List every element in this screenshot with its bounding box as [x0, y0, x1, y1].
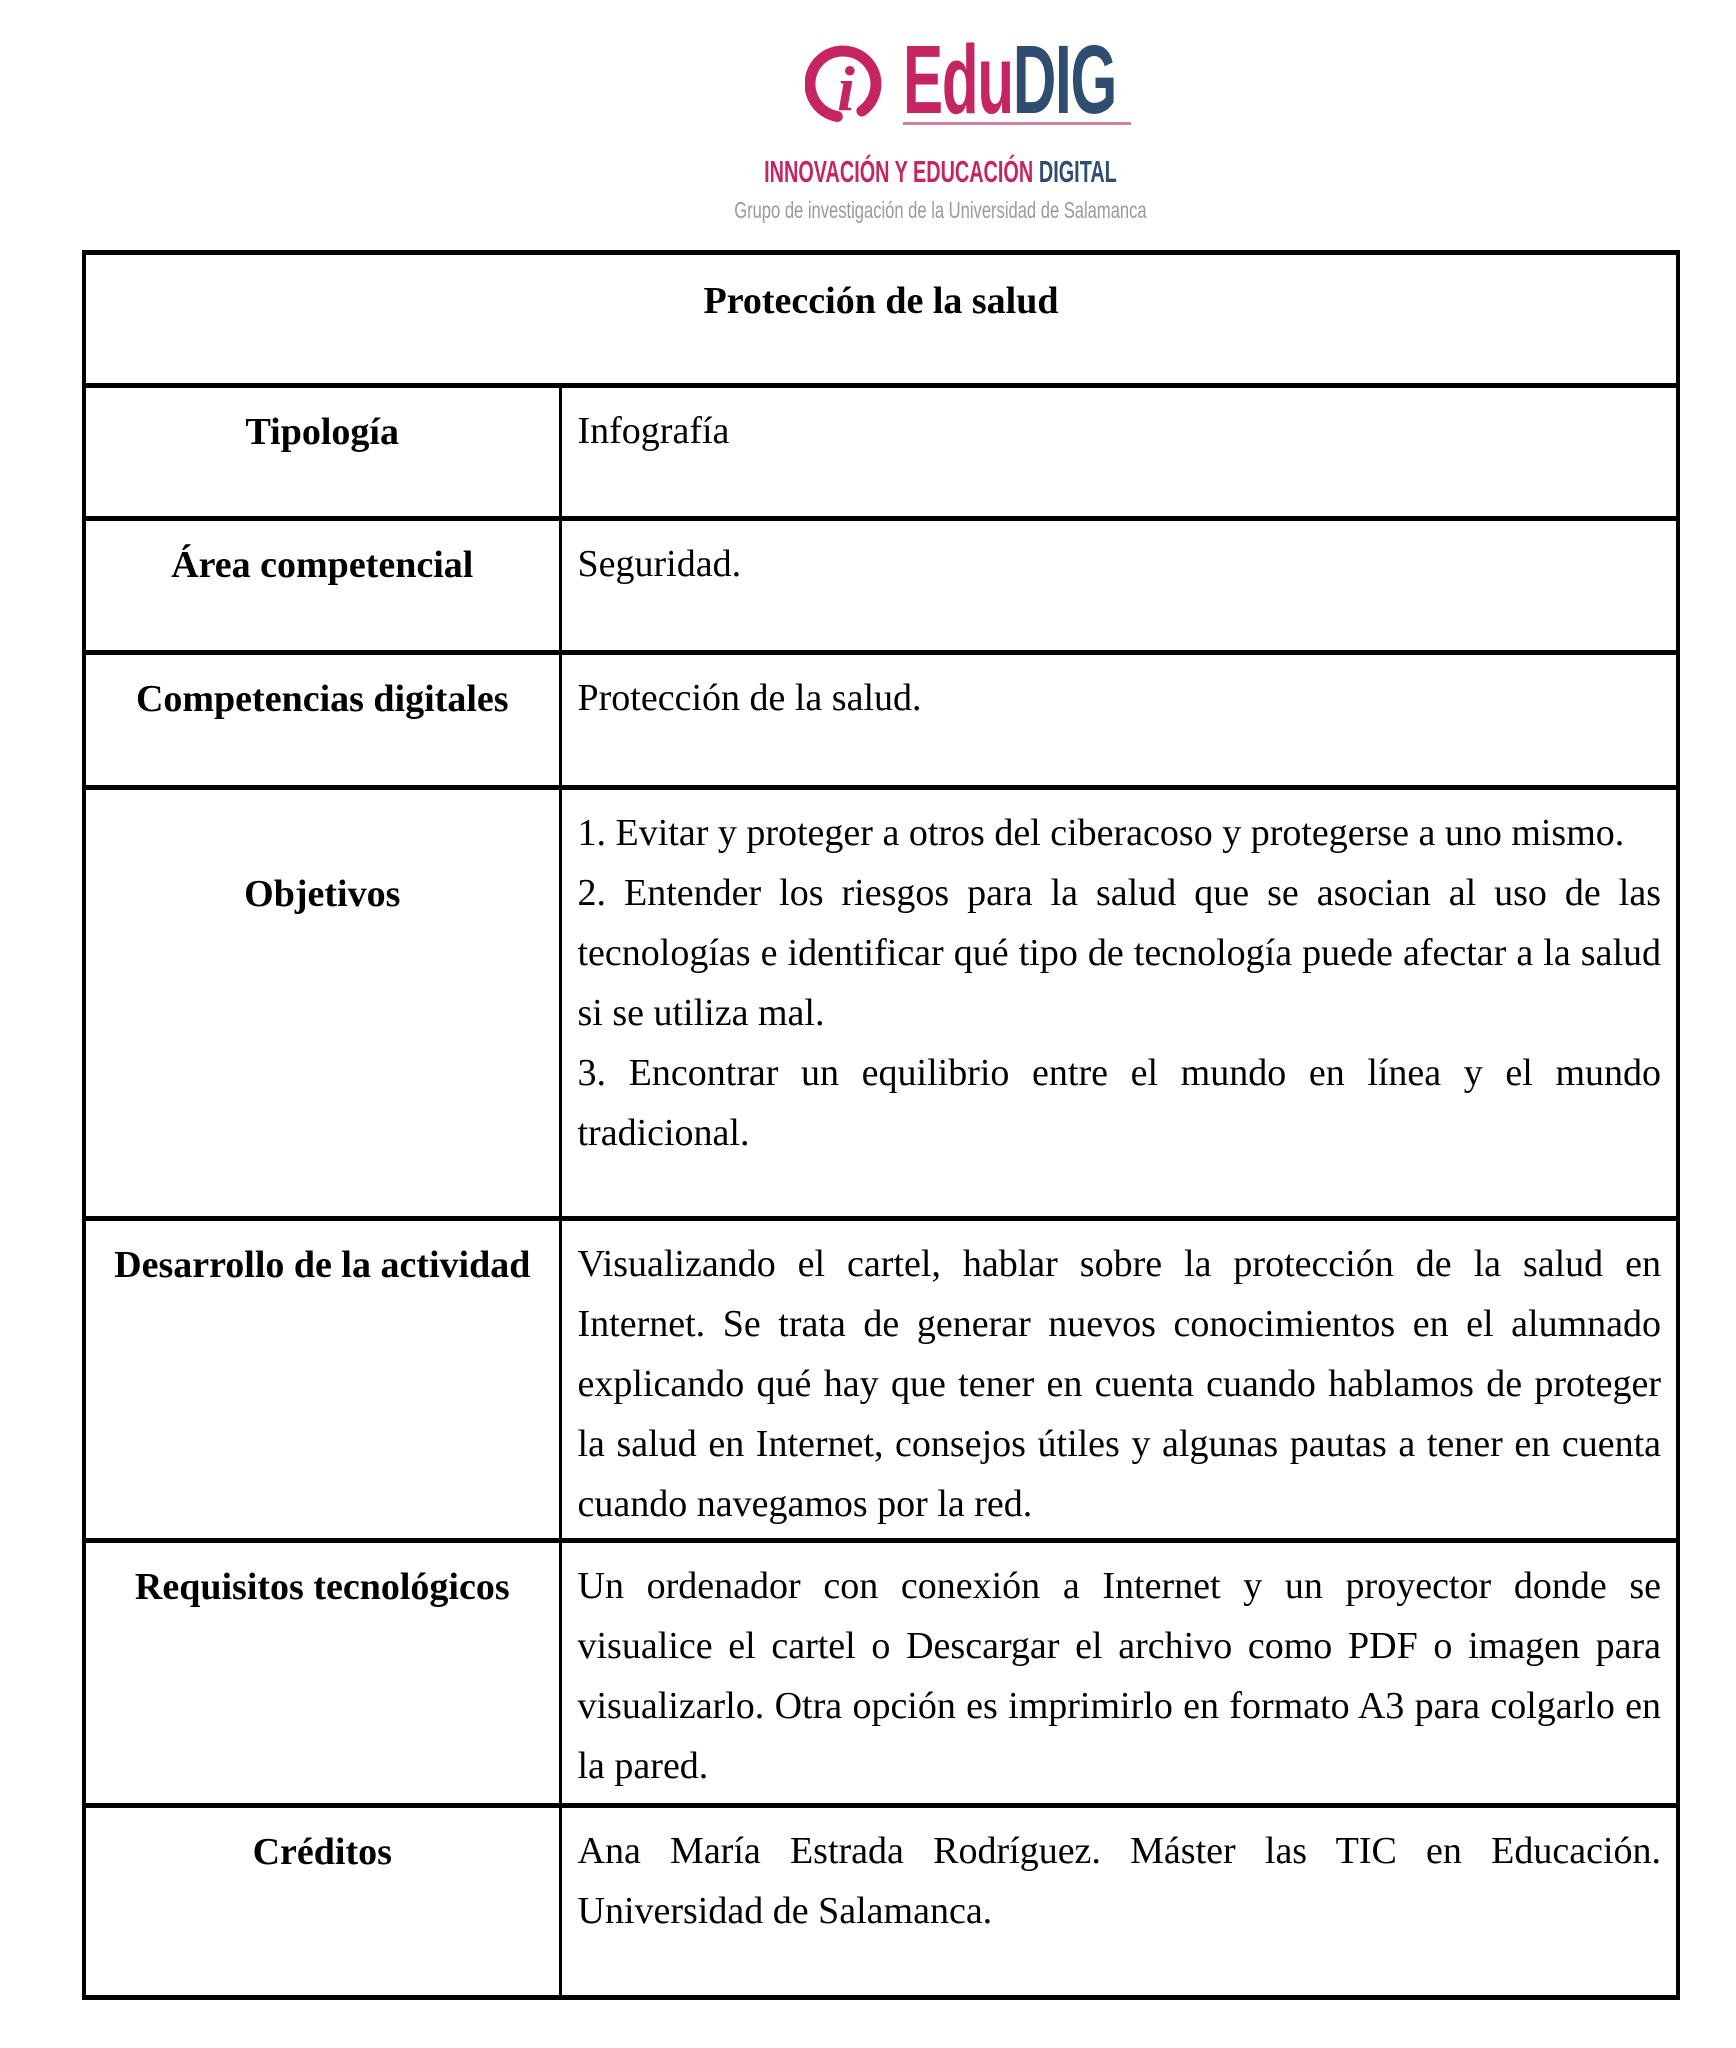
logo-brand-row — [805, 25, 1131, 134]
i-circle-icon — [805, 44, 883, 132]
row-label-requisitos: Requisitos tecnológicos — [84, 1541, 560, 1806]
row-value-area-competencial: Seguridad. — [560, 519, 1678, 653]
brand-dig-text: DIG — [1012, 25, 1117, 134]
row-label-objetivos: Objetivos — [84, 788, 560, 1219]
row-label-creditos: Créditos — [84, 1806, 560, 1998]
row-label-tipologia: Tipología — [84, 386, 560, 519]
table-row — [84, 788, 1678, 1219]
row-value-competencias-digitales: Protección de la salud. — [560, 653, 1678, 788]
logo-tagline — [764, 156, 1117, 187]
row-value-desarrollo: Visualizando el cartel, hablar sobre la protección de la salud en Internet. Se trata de generar nuevos conocimientos en el alumnado explicando qué hay que tener en cuenta cuando hablamos de proteger la salud en Internet, consejos útiles y algunas pautas a tener en cuenta cuando navegamos por la red. — [560, 1219, 1678, 1541]
svg-text:i: i — [837, 53, 855, 124]
row-value-creditos: Ana María Estrada Rodríguez. Máster las TIC en Educación. Universidad de Salamanca. — [560, 1806, 1678, 1998]
brand-edu-text: Edu — [903, 25, 1013, 134]
table-row-title — [84, 253, 1678, 386]
tagline-innovacion-text: INNOVACIÓN Y EDUCACIÓN — [763, 154, 1033, 189]
table-title: Protección de la salud — [84, 253, 1678, 386]
row-value-requisitos: Un ordenador con conexión a Internet y un proyector donde se visualice el cartel o Descargar el archivo como PDF o imagen para visualizarlo. Otra opción es imprimirlo en formato A3 para colgarlo en la pared. — [560, 1541, 1678, 1806]
edudig-logo — [72, 25, 1736, 224]
row-value-tipologia: Infografía — [560, 386, 1678, 519]
table-row — [84, 653, 1678, 788]
objetivo-3: 3. Encontrar un equilibrio entre el mundo en línea y el mundo tradicional. — [577, 1052, 1662, 1154]
row-label-desarrollo: Desarrollo de la actividad — [84, 1219, 560, 1541]
table-row — [84, 1806, 1678, 1998]
table-row — [84, 519, 1678, 653]
objetivo-2: 2. Entender los riesgos para la salud que se asocian al uso de las tecnologías e identificar qué tipo de tecnología puede afectar a la salud si se utiliza mal. — [577, 872, 1662, 1034]
row-label-competencias-digitales: Competencias digitales — [84, 653, 560, 788]
row-label-area-competencial: Área competencial — [84, 519, 560, 653]
brand-wordmark — [903, 25, 1131, 134]
logo-subtitle: Grupo de investigación de la Universidad de Salamanca — [733, 197, 1147, 223]
tagline-digital-text: DIGITAL — [1038, 154, 1117, 189]
table-row — [84, 386, 1678, 519]
row-value-objetivos — [560, 788, 1678, 1219]
table-row — [84, 1541, 1678, 1806]
table-row — [84, 1219, 1678, 1541]
objetivo-1: 1. Evitar y proteger a otros del ciberacoso y protegerse a uno mismo. — [577, 812, 1625, 854]
activity-table — [82, 250, 1680, 2000]
